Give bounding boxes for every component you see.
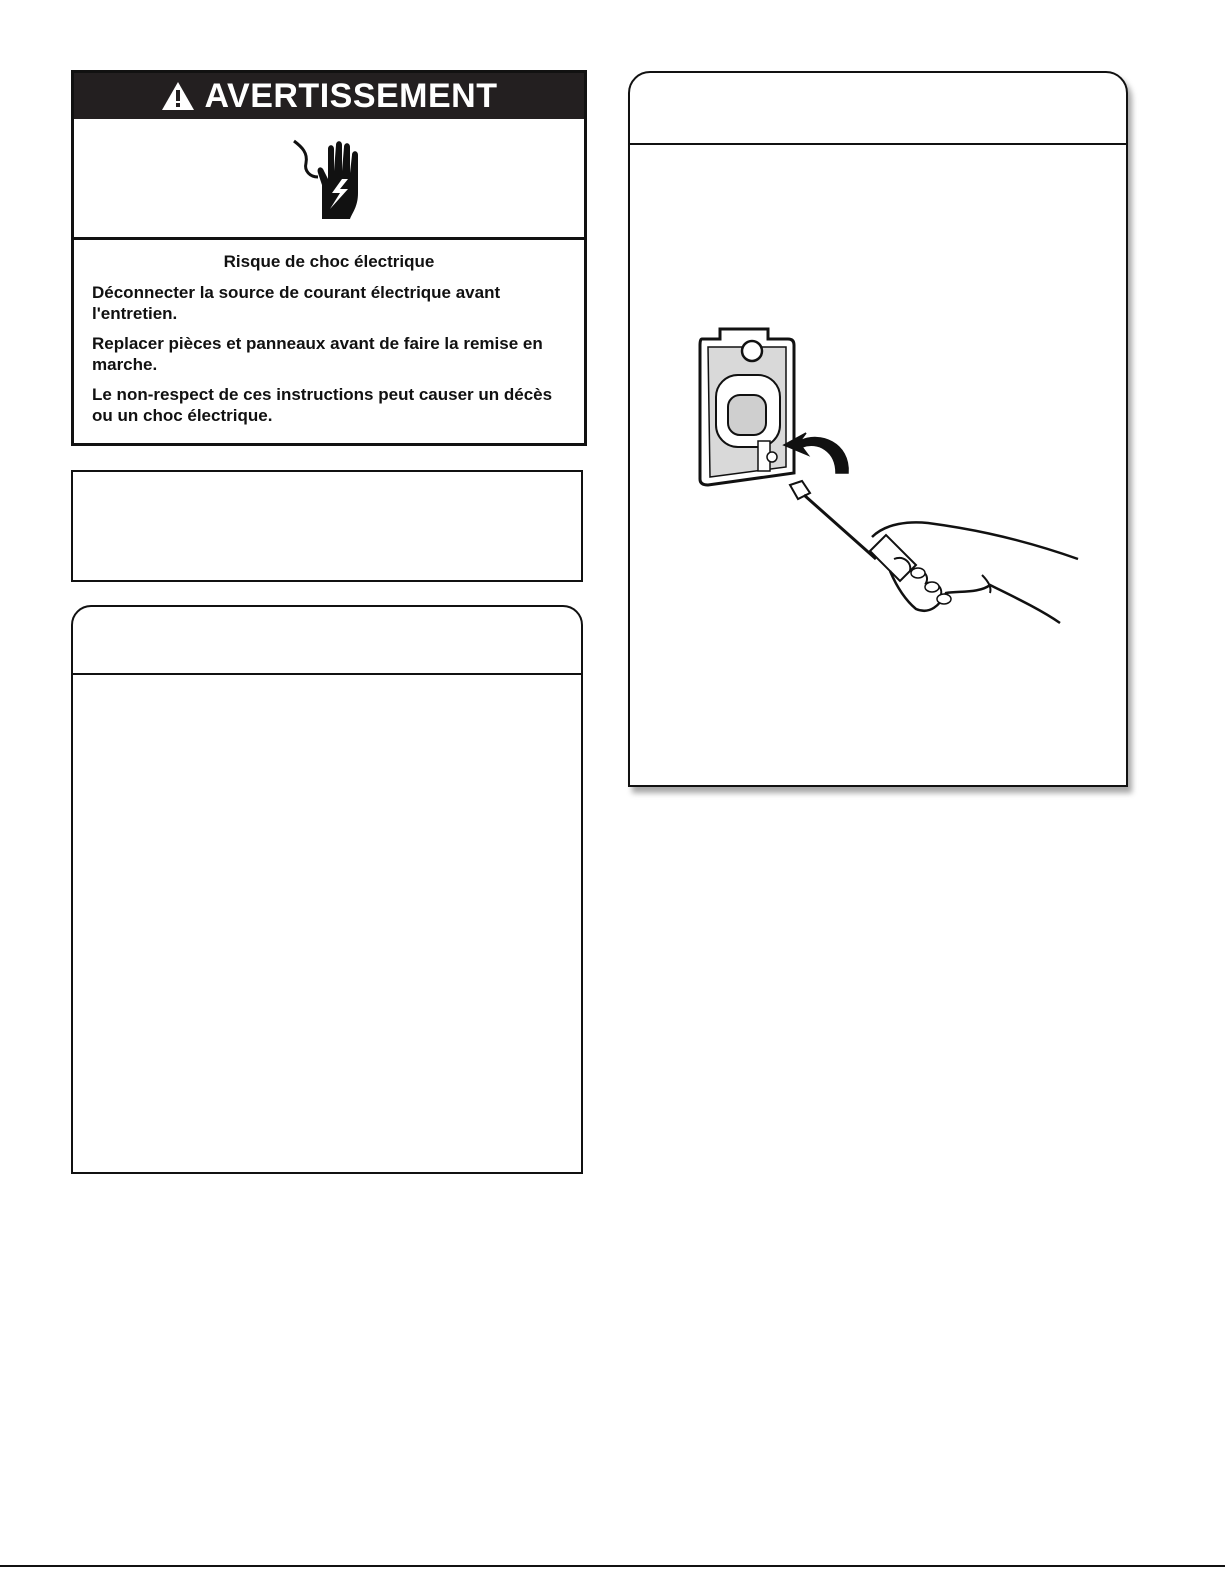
- access-panel-icon: [700, 329, 794, 485]
- warning-line: Le non-respect de ces instructions peut causer un décès ou un choc électrique.: [92, 385, 553, 425]
- warning-body: [74, 240, 584, 426]
- warning-header: [74, 73, 584, 119]
- note-box: [71, 470, 583, 582]
- panel-header-divider: [630, 143, 1126, 145]
- warning-icon-row: [74, 119, 584, 240]
- right-panel: [628, 71, 1128, 787]
- warning-box: [71, 70, 587, 446]
- panel-header-divider: [73, 673, 581, 675]
- illustration: [690, 323, 1090, 633]
- warning-line: Replacer pièces et panneaux avant de faire la remise en marche.: [92, 334, 543, 374]
- left-panel: [71, 605, 583, 1174]
- electric-shock-hand-icon: [284, 133, 374, 223]
- warning-title: AVERTISSEMENT: [204, 76, 498, 115]
- warning-triangle-icon: [160, 80, 196, 112]
- screwdriver-icon: [790, 481, 916, 581]
- warning-line: Déconnecter la source de courant électrique avant l'entretien.: [92, 283, 501, 323]
- page-bottom-rule: [0, 1565, 1225, 1567]
- warning-subtitle: Risque de choc électrique: [223, 252, 435, 271]
